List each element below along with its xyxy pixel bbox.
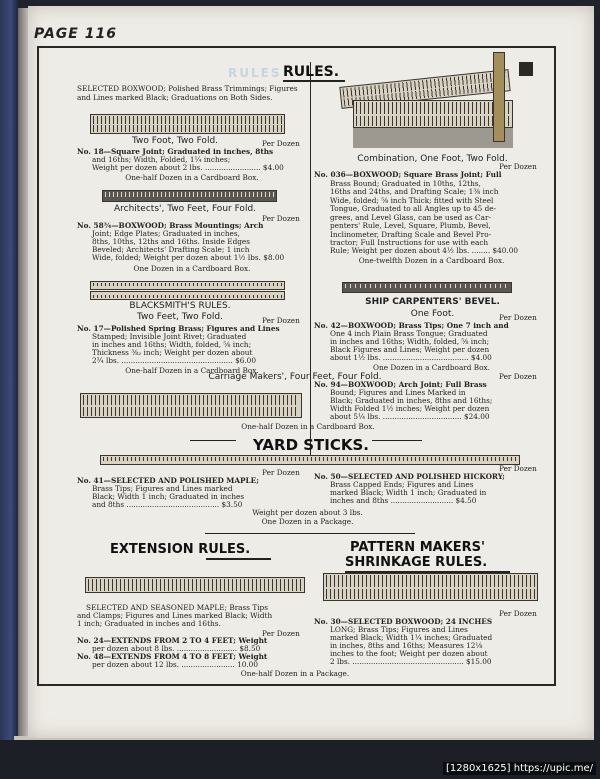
extension-intro: 1 inch; Graduated in inches and 16ths.	[77, 619, 221, 628]
item-caption: Two Foot, Two Fold.	[131, 136, 219, 146]
item-line: Width Folded 1½ inches; Weight per dozen	[330, 404, 490, 413]
item-line: 8ths, 10ths, 12ths and 16ths. Inside Edges	[92, 237, 250, 246]
item-line: No. 41—SELECTED AND POLISHED MAPLE;	[77, 476, 259, 485]
item-line: Stamped; Invisible Joint Rivet; Graduated	[92, 332, 247, 341]
item-caption: SHIP CARPENTERS' BEVEL.	[365, 297, 500, 307]
item-price-line: inches and 8ths ........................... $4.50	[330, 496, 477, 505]
rules-heading-underline	[283, 80, 345, 82]
maker-logo-icon	[519, 62, 533, 76]
item-price-line: and 8ths ........................................ $3.50	[92, 500, 243, 509]
item-line: No. 42—BOXWOOD; Brass Tips; One 7 inch and	[314, 321, 509, 330]
item-line: Brass Tips; Figures and Lines marked	[92, 484, 233, 493]
packing-note: One Dozen in a Package.	[261, 517, 354, 526]
item-line: No. 50—SELECTED AND POLISHED HICKORY;	[314, 472, 505, 481]
item-line: Brass Bound; Graduated in 10ths, 12ths,	[330, 179, 481, 188]
image-size-watermark: [1280x1625] https://upic.me/	[443, 762, 596, 775]
packing-note: One-half Dozen in a Cardboard Box.	[125, 173, 259, 182]
yard-stick-image	[100, 455, 520, 465]
item-line: No. 24—EXTENDS FROM 2 TO 4 FEET; Weight	[77, 636, 268, 645]
rules-heading: RULES.	[283, 64, 340, 80]
item-price-line: 2¾ lbs. ................................................ $6.00	[92, 356, 256, 365]
item-line: grees, and Level Glass, can be used as Car-	[330, 213, 491, 222]
weight-note: Weight per dozen about 3 lbs.	[252, 508, 363, 517]
item-price-line: per dozen about 12 lbs. ....................... 10.00	[92, 660, 258, 669]
yard-sticks-heading: YARD STICKS.	[253, 436, 370, 454]
per-dozen-label: Per Dozen	[499, 372, 537, 381]
item-price-line: per dozen about 8 lbs. .......................... $8.50	[92, 644, 261, 653]
bevel-image	[342, 282, 512, 293]
extension-rules-heading: EXTENSION RULES.	[110, 542, 251, 557]
item-line: inches to the foot; Weight per dozen about	[330, 649, 488, 658]
extension-intro: SELECTED AND SEASONED MAPLE; Brass Tips	[86, 603, 268, 612]
heading-rule-right	[372, 440, 422, 441]
item-line: No. 94—BOXWOOD; Arch Joint; Full Brass	[314, 380, 487, 389]
item-caption: Combination, One Foot, Two Fold.	[357, 154, 508, 164]
item-line: 16ths and 24ths, and Drafting Scale; 1⅜ inch	[330, 187, 499, 196]
combination-rule-image	[353, 100, 513, 128]
item-line: marked Black; Width 1 inch; Graduated in	[330, 488, 487, 497]
item-line: Tongue, Graduated to all Angles up to 45 de-	[330, 204, 497, 213]
architects-rule-image	[102, 190, 277, 202]
item-line: marked Black; Width 1¼ inches; Graduated	[330, 633, 493, 642]
item-line: One 4 inch Plain Brass Tongue; Graduated	[330, 329, 488, 338]
item-line: Thickness ⅜₂ inch; Weight per dozen about	[92, 348, 253, 357]
item-line: No. 17—Polished Spring Brass; Figures and Lines	[77, 324, 280, 333]
per-dozen-label: Per Dozen	[262, 629, 300, 638]
item-price-line: 2 lbs. ................................................ $15.00	[330, 657, 492, 666]
item-line: LONG; Brass Tips; Figures and Lines	[330, 625, 468, 634]
item-line: in inches, 8ths and 16ths; Measures 12⅛	[330, 641, 483, 650]
item-line: Wide, folded; ⅝ inch Thick; fitted with Steel	[330, 196, 494, 205]
shrinkage-rule-image	[323, 573, 538, 601]
heading-rule-left	[190, 440, 236, 441]
item-line: No. 18—Square Joint; Graduated in inches, 8ths	[77, 147, 274, 156]
item-line: No. 58¾—BOXWOOD; Brass Mountings; Arch	[77, 221, 264, 230]
section-divider	[205, 533, 415, 534]
item-price-line: about 5¼ lbs. .................................. $24.00	[330, 412, 490, 421]
shrinkage-rules-heading: SHRINKAGE RULES.	[345, 555, 488, 570]
extension-rule-image	[85, 577, 305, 593]
item-line: Inclinometer, Drafting Scale and Bevel Pro-	[330, 230, 492, 239]
per-dozen-label: Per Dozen	[262, 316, 300, 325]
carriage-rule-caption: Carriage Makers', Four Feet, Four Fold.	[208, 372, 382, 382]
packing-note: One Dozen in a Cardboard Box.	[373, 363, 490, 372]
item-line: in inches and 16ths; Width, folded, ⅝ inch;	[92, 340, 252, 349]
item-price-line: Wide, folded; Weight per dozen about 1½ lbs. $8.00	[92, 253, 285, 262]
extension-intro: and Clamps; Figures and Lines marked Black; Width	[77, 611, 273, 620]
item-line: tractor; Full Instructions for use with each	[330, 238, 489, 247]
item-line: and 16ths; Width, Folded, 1¼ inches;	[92, 155, 231, 164]
item-price-line: about 1½ lbs. ..................................... $4.00	[330, 353, 492, 362]
boxwood-intro: SELECTED BOXWOOD; Polished Brass Trimmings; Figures and Lines marked Black; Graduations on Both Sides.	[77, 84, 298, 102]
item-line: Black; Width 1 inch; Graduated in inches	[92, 492, 245, 501]
per-dozen-label: Per Dozen	[499, 162, 537, 171]
item-line: No. 30—SELECTED BOXWOOD; 24 INCHES	[314, 617, 493, 626]
item-line: Bound; Figures and Lines Marked in	[330, 388, 466, 397]
item-price-line: Weight per dozen about 2 lbs. ........................ $4.00	[92, 163, 284, 172]
per-dozen-label: Per Dozen	[499, 313, 537, 322]
packing-note: One-twelfth Dozen in a Cardboard Box.	[358, 256, 505, 265]
item-line: Black; Graduated in inches, 8ths and 16ths;	[330, 396, 493, 405]
per-dozen-label: Per Dozen	[262, 139, 300, 148]
item-line: Brass Capped Ends; Figures and Lines	[330, 480, 474, 489]
item-caption-sub: Two Feet, Two Fold.	[137, 312, 223, 322]
blacksmith-rule-image	[90, 291, 285, 300]
item-line: No. 036—BOXWOOD; Square Brass Joint; Full	[314, 170, 502, 179]
item-line: Black Figures and Lines; Weight per dozen	[330, 345, 490, 354]
footer-packing-note: One-half Dozen in a Package.	[240, 669, 350, 678]
per-dozen-label: Per Dozen	[262, 214, 300, 223]
item-line: penters' Rule, Level, Square, Plumb, Bevel,	[330, 221, 491, 230]
book-spine	[0, 0, 18, 740]
per-dozen-label: Per Dozen	[499, 609, 537, 618]
item-line: Joint; Edge Plates; Graduated in inches,	[92, 229, 240, 238]
page-number: PAGE 116	[34, 26, 117, 42]
item-line: Beveled; Architects' Drafting Scale; 1 inch	[92, 245, 250, 254]
blacksmith-rule-image	[90, 281, 285, 290]
per-dozen-label: Per Dozen	[262, 468, 300, 477]
carriage-rule-image	[80, 393, 302, 418]
item-line: No. 48—EXTENDS FROM 4 TO 8 FEET; Weight	[77, 652, 268, 661]
column-divider	[310, 62, 311, 462]
item-caption-sub: One Foot.	[410, 309, 455, 319]
item-caption: BLACKSMITH'S RULES.	[129, 301, 231, 311]
two-foot-rule-image	[90, 114, 285, 134]
per-dozen-label: Per Dozen	[499, 464, 537, 473]
pattern-makers-heading: PATTERN MAKERS'	[350, 540, 486, 555]
item-caption: Architects', Two Feet, Four Fold.	[113, 204, 257, 214]
show-through-text: RULES	[228, 66, 282, 80]
packing-note: One Dozen in a Cardboard Box.	[133, 264, 251, 273]
item-price-line: Rule; Weight per dozen about 4½ lbs. ........ $40.00	[330, 246, 519, 255]
combination-rule-tongue	[493, 52, 505, 142]
packing-note: One-half Dozen in a Cardboard Box.	[125, 366, 259, 375]
extension-heading-underline	[206, 558, 271, 560]
packing-note: One-half Dozen in a Cardboard Box.	[241, 422, 375, 431]
item-line: in inches and 16ths; Width, folded, ⅝ inch;	[330, 337, 490, 346]
